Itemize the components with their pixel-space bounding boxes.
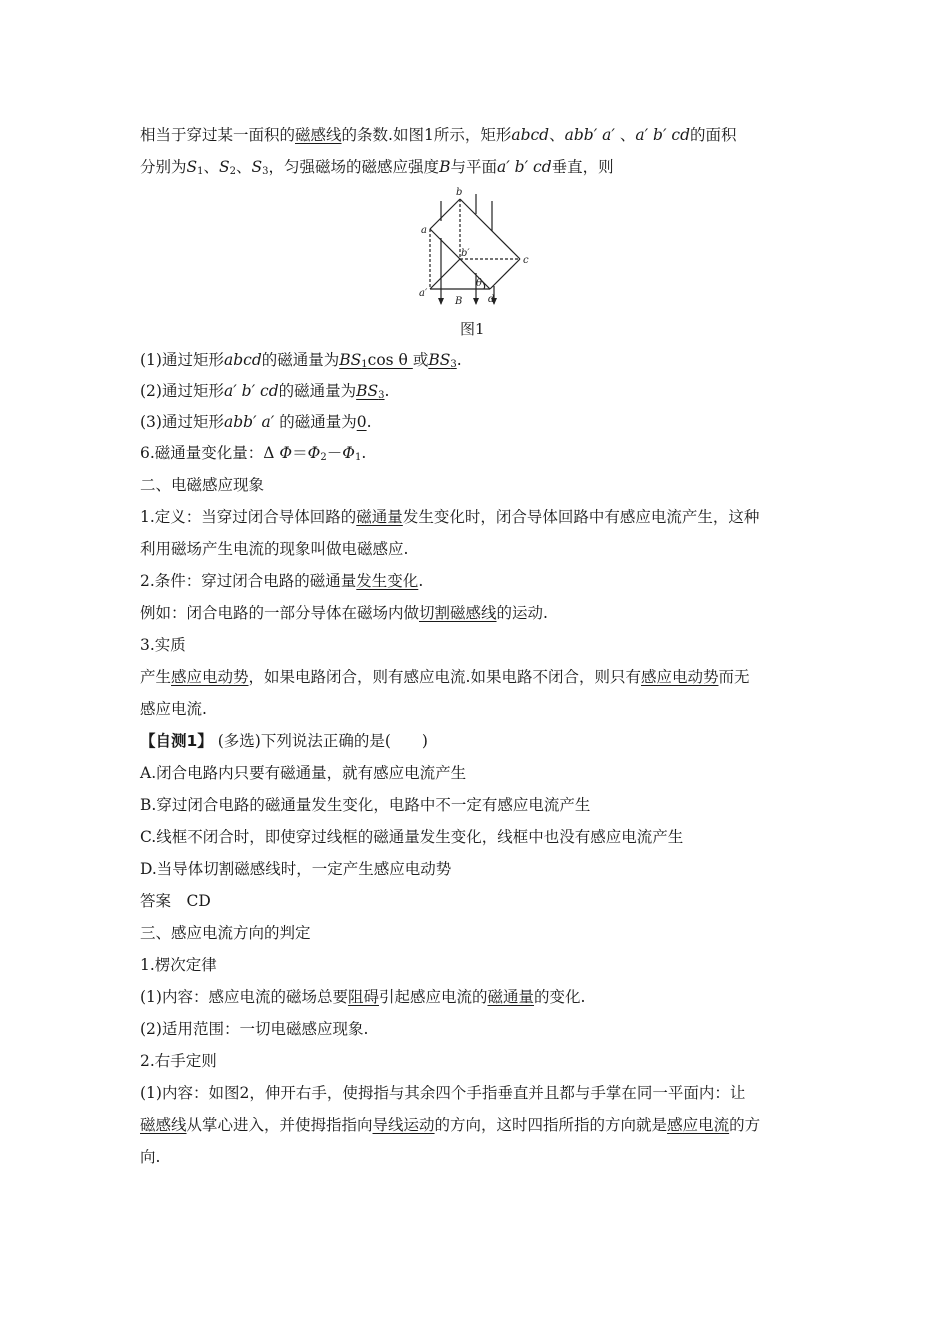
right-hand-line-3: 向. [140,1148,161,1166]
variable: B [439,158,451,176]
figure-caption: 图1 [460,320,485,338]
text: 的磁通量为 [261,351,340,369]
label-b: b [456,187,463,198]
text: 或 [412,351,429,369]
text: (2)通过矩形 [140,382,224,400]
example-line [140,602,820,624]
right-hand-line-2 [140,1114,820,1136]
edge-bpap [430,259,460,289]
text: 、 [614,126,636,144]
text: . [361,444,367,462]
variable: abb′ a′ [564,126,615,144]
text: 的方 [729,1116,761,1134]
variable: Φ [307,444,321,462]
text: 的条数.如图1所示，矩形 [341,126,512,144]
label-B: B [455,296,463,307]
lenz-content-line [140,986,820,1008]
essence-heading: 3.实质 [140,636,186,654]
text: 分别为 [140,158,187,176]
text: cos θ [367,351,413,369]
underlined-term: 感应电动势 [171,668,249,686]
text: . [366,413,372,431]
arrowhead [473,298,479,305]
text: ，匀强磁场的磁感应强度 [268,158,440,176]
variable: a′ b′ cd [496,158,552,176]
section-2-heading: 二、电磁感应现象 [140,476,265,494]
text: 的磁通量为 [278,382,357,400]
underlined-term: 导线运动 [372,1116,435,1134]
variable: BS [428,351,451,369]
label-bprime: b′ [461,248,470,259]
text: 的变化. [534,988,586,1006]
essence-line-1 [140,666,820,688]
quiz-tag: 【自测1】 [140,732,213,750]
label-c: c [523,255,529,266]
intro-line-2 [140,156,820,178]
variable: BS [356,382,379,400]
text: . [418,572,424,590]
subscript: 2 [320,452,327,463]
text: 产生 [140,668,172,686]
label-aprime: a′ [419,288,428,299]
answer-line: 答案 CD [140,892,211,910]
intro-line-1 [140,124,820,146]
subscript: 2 [229,166,237,177]
text: 的方向，这时四指所指的方向就是 [434,1116,668,1134]
option-c: C.线框不闭合时，即使穿过线框的磁通量发生变化，线框中也没有感应电流产生 [140,828,684,846]
quiz-question [140,730,820,752]
item-6 [140,442,820,464]
variable: S [219,158,230,176]
section-3-heading: 三、感应电流方向的判定 [140,924,311,942]
label-theta: θ [476,278,483,289]
variable: abcd [511,126,550,144]
underlined-term: 磁感线 [140,1116,187,1134]
text: 而无 [718,668,750,686]
underlined-term: 切割磁感线 [419,604,497,622]
subscript: 1 [197,166,204,177]
text: 相当于穿过某一面积的 [140,126,296,144]
underlined-term: 磁通量 [356,508,403,526]
underlined-answer [356,382,384,400]
variable: S [251,158,263,176]
text: 、 [549,126,565,144]
text: (多选)下列说法正确的是( ) [217,732,428,750]
text: 引起感应电流的 [378,988,488,1006]
label-d: d [488,294,495,305]
variable: a′ b′ cd [635,126,691,144]
underlined-term: 感应电动势 [640,668,719,686]
text: 1.定义：当穿过闭合导体回路的 [140,508,357,526]
variable: abb′ a′ [223,413,275,431]
text: 垂直，则 [551,158,614,176]
text: 的面积 [690,126,737,144]
text: 例如：闭合电路的一部分导体在磁场内做 [140,604,420,622]
option-a: A.闭合电路内只要有磁通量，就有感应电流产生 [140,764,467,782]
variable: Φ [279,444,293,462]
text: 6.磁通量变化量：Δ [140,444,280,462]
edge-ab [430,199,460,229]
text: 与平面 [450,158,497,176]
subscript: 1 [361,359,368,370]
underlined-term: 发生变化 [356,572,419,590]
text: ＝ [292,444,308,462]
underlined-answer: 0 [356,413,367,431]
text: － [326,444,343,462]
angle-arc [482,281,485,289]
subscript: 1 [354,452,362,463]
condition-line [140,570,820,592]
text: ，如果电路闭合，则有感应电流.如果电路不闭合，则只有 [248,668,641,686]
text: 2.条件：穿过闭合电路的磁通量 [140,572,357,590]
underlined-answer [339,351,413,369]
variable: abcd [223,351,262,369]
lenz-law-heading: 1.楞次定律 [140,956,217,974]
text: (1)内容：感应电流的磁场总要 [140,988,348,1006]
underlined-term: 阻碍 [347,988,379,1006]
subscript: 3 [450,359,457,370]
figure-1-diagram [410,186,540,310]
text: . [384,382,390,400]
variable: S [186,158,198,176]
underlined-term: 磁通量 [487,988,535,1006]
text: 从掌心进入，并使拇指指向 [186,1116,373,1134]
edge-dc [490,259,520,289]
essence-line-2: 感应电流. [140,700,207,718]
variable: Φ [342,444,355,462]
item-3 [140,411,820,433]
text: (3)通过矩形 [140,413,224,431]
option-b: B.穿过闭合电路的磁通量发生变化，电路中不一定有感应电流产生 [140,796,591,814]
text: 、 [236,158,252,176]
definition-line-1 [140,506,820,528]
text: . [456,351,462,369]
variable: a′ b′ cd [223,382,279,400]
label-a: a [421,225,427,236]
underlined-term: 感应电流 [667,1116,730,1134]
right-hand-line-1: (1)内容：如图2，伸开右手，使拇指与其余四个手指垂直并且都与手掌在同一平面内：让 [140,1084,746,1102]
text: 发生变化时，闭合导体回路中有感应电流产生，这种 [402,508,760,526]
item-2 [140,380,820,402]
subscript: 3 [378,390,385,401]
right-hand-rule-heading: 2.右手定则 [140,1052,217,1070]
underlined-term: 磁感线 [295,126,342,144]
text: 的磁通量为 [274,413,357,431]
lenz-scope-line: (2)适用范围：一切电磁感应现象. [140,1020,369,1038]
text: 、 [203,158,220,176]
arrowhead [438,298,444,305]
variable: BS [339,351,362,369]
underlined-answer [428,351,456,369]
item-1 [140,349,820,371]
option-d: D.当导体切割磁感线时，一定产生感应电动势 [140,860,452,878]
definition-line-2: 利用磁场产生电流的现象叫做电磁感应. [140,540,409,558]
subscript: 3 [262,166,269,177]
text: (1)通过矩形 [140,351,224,369]
text: 的运动. [496,604,548,622]
